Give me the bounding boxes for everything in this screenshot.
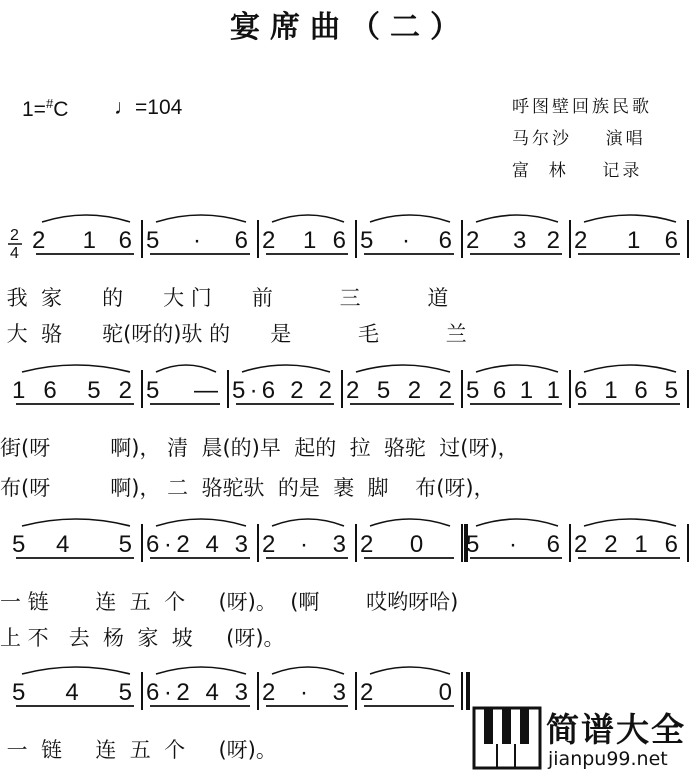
- measure-notes: 1 6 5 2: [12, 377, 132, 404]
- slur: [22, 667, 130, 674]
- measure-notes: 2 1 6: [262, 227, 346, 254]
- measure-notes: 2 1 6: [574, 227, 678, 254]
- slur: [476, 215, 558, 222]
- lyrics-system2-verse2: 布(呀 啊)， 二 骆驼驮 的是 裹 脚 布(呀)，: [0, 476, 495, 500]
- slur: [370, 519, 450, 526]
- slur: [242, 365, 330, 372]
- measure-notes: 2 2 1 6: [574, 531, 678, 558]
- slur: [156, 667, 246, 674]
- lyrics-system3-verse1: 一 链 连 五 个 (呀)。 (啊 哎哟呀哈): [0, 590, 459, 614]
- slur: [156, 365, 216, 372]
- credit-origin: 呼图壁回族民歌: [512, 97, 652, 117]
- slur: [42, 215, 130, 222]
- slur: [476, 519, 558, 526]
- time-signature-bottom: 4: [10, 245, 19, 262]
- piano-icon: [472, 700, 544, 770]
- slur: [272, 519, 344, 526]
- measure-notes: 5 · 6: [466, 531, 560, 558]
- slur: [584, 365, 676, 372]
- slur: [584, 519, 676, 526]
- page-title: 宴席曲（二）: [230, 10, 470, 45]
- measure-notes: 6 1 6 5: [574, 377, 678, 404]
- slur: [356, 365, 450, 372]
- slur: [476, 365, 558, 372]
- measure-notes: 5 —: [146, 377, 218, 404]
- credit-singer: 马尔沙 演唱: [512, 129, 646, 149]
- measure-notes: 5 · 6: [146, 227, 248, 254]
- credit-transcriber: 富 林 记录: [512, 161, 643, 181]
- measure-notes: 2 0: [360, 679, 452, 706]
- key-signature: 1=#C: [22, 96, 69, 121]
- measure-notes: 5 6 1 1: [466, 377, 560, 404]
- measure-notes: 5·6 2 2: [232, 377, 332, 404]
- measure-notes: 2 1 6: [32, 227, 132, 254]
- measure-notes: 2 · 3: [262, 531, 346, 558]
- slur: [370, 215, 450, 222]
- slur: [272, 667, 344, 674]
- watermark-site: jianpu99.net: [548, 748, 668, 770]
- slur: [156, 215, 246, 222]
- slur: [370, 667, 450, 674]
- measure-notes: 5 · 6: [360, 227, 452, 254]
- slur: [584, 215, 676, 222]
- measure-notes: 6·2 4 3: [146, 679, 248, 706]
- slur: [22, 519, 130, 526]
- measure-notes: 2 · 3: [262, 679, 346, 706]
- lyrics-system1-verse2: 大 骆 驼(呀的)驮 的 是 毛 兰: [0, 322, 467, 346]
- watermark-name: 简谱大全: [546, 710, 686, 749]
- lyrics-system1-verse1: 我 家 的 大 门 前 三 道: [0, 286, 449, 310]
- time-signature-top: 2: [10, 227, 19, 244]
- measure-notes: 2 3 2: [466, 227, 560, 254]
- lyrics-system3-verse2: 上 不 去 杨 家 坡 (呀)。: [0, 626, 285, 650]
- measure-notes: 6·2 4 3: [146, 531, 248, 558]
- measure-notes: 5 4 5: [12, 531, 132, 558]
- measure-notes: 2 5 2 2: [346, 377, 452, 404]
- tempo-marking: ♩=104: [114, 96, 183, 119]
- slur: [156, 519, 246, 526]
- lyrics-system2-verse1: 街(呀 啊)， 清 晨(的)早 起的 拉 骆驼 过(呀)，: [0, 436, 519, 460]
- slur: [22, 365, 130, 372]
- measure-notes: 5 4 5: [12, 679, 132, 706]
- slur: [272, 215, 344, 222]
- measure-notes: 2 0: [360, 531, 452, 558]
- lyrics-system4-verse1: 一 链 连 五 个 (呀)。: [0, 738, 277, 762]
